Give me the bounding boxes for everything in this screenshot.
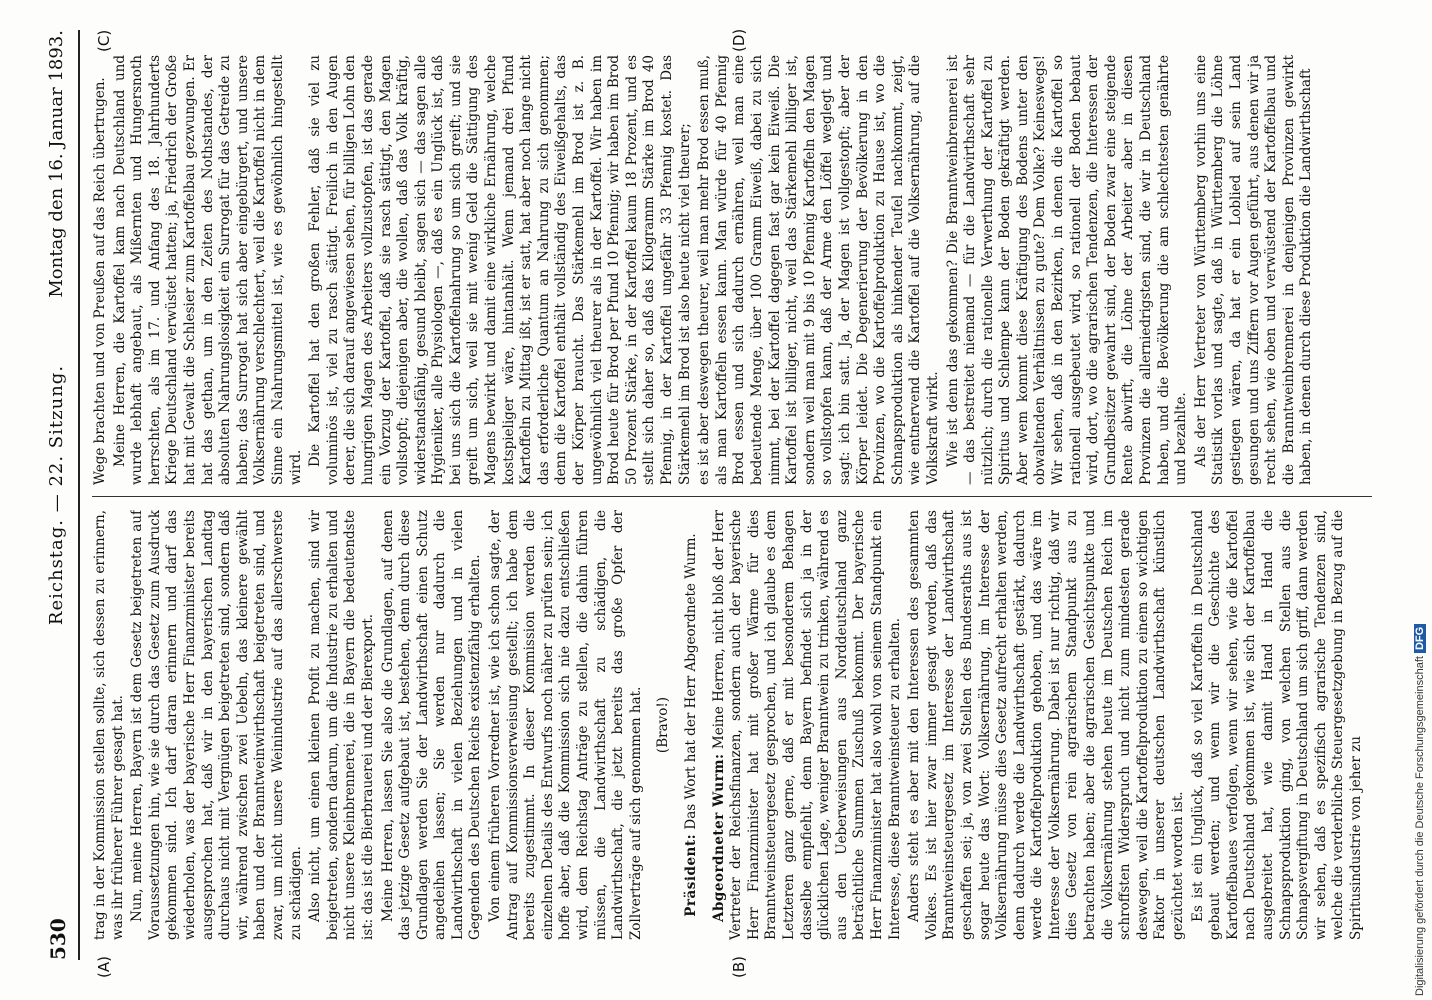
margin-marker-d: (D) [730,28,748,52]
paragraph: es ist aber deswegen theurer, weil man mehr Brod essen muß, als man Kartoffeln essen kann. Man würde für 40 Pfennig Brod essen und sich dadurch ernähren, weil man eine bedeutende Menge, über 100 Gramm Eiweiß, dabei zu sich nimmt, bei der Kartoffel dagegen fast gar kein Eiweiß. Die Kartoffel ist billiger, nicht, weil das Stärkemehl billiger ist, sondern weil man mit 9 bis 10 Pfennig Kartoffeln den Magen so vollstopfen kann, daß der Arme den Löffel weglegt und sagt: ich bin satt. Ja, der Magen ist vollgestopft; aber der Körper leidet. Die Degenerierung der Bevölkerung in den Provinzen, wo die Kartoffelproduktion zu Hause ist, wo die Schnapsproduktion als hinkender Teufel nachkommt, zeigt, wie entnervend die Kartoffel auf die Volksernährung, auf die Volkskraft wirkt. [696,55,941,485]
paragraph: Als der Herr Vertreter von Württemberg vorhin uns eine Statistik vorlas und sagte, daß in Württemberg die Löhne gestiegen wären, da hat er ein Loblied auf sein Land gesungen und uns Ziffern vor Augen geführt, aus denen wir ja recht sehen, wie oben und verwüstend der Kartoffelbau und die Branntweinbrennerei in denjenigen Provinzen gewirkt haben, in denen durch diese Produktion die Landwirthschaft [1192,55,1315,485]
paragraph: Anders steht es aber mit den Interessen des gesammten Volkes. Es ist hier zwar immer gesagt worden, daß das Branntweinsteuergesetz im Interesse der Landwirthschaft geschaffen sei; ja, von zwei Stellen des Bundesraths aus ist sogar heute das Wort: Volksernährung, im Interesse der Volksernährung müsse dies Gesetz aufrecht erhalten werden, denn dadurch werde die Landwirthschaft gestärkt, dadurch werde die Kartoffelproduktion gehoben, und das wäre im Interesse der Volksernährung. Dabei ist nur richtig, daß wir dies Gesetz von rein agrarischem Standpunkt aus zu betrachten haben; aber die agrarischen Gesichtspunkte und die Volksernährung stehen heute im Deutschen Reich im schroffsten Widerspruch und nicht zum mindesten gerade deswegen, weil die Kartoffelproduktion zu einem so wichtigen Faktor in unserer deutschen Landwirthschaft künstlich gezüchtet worden ist. [906,510,1187,940]
credit-text: Digitalisierung gefördert durch die Deutsche Forschungsgemeinschaft [1414,656,1426,996]
digitization-credit [1414,624,1426,996]
paragraph: Es ist ein Unglück, daß so viel Kartoffeln in Deutschland gebaut werden; und wenn wir die Geschichte des Kartoffelbaues verfolgen, wenn wir sehen, wie die Kartoffel nach Deutschland gekommen ist, wie sich der Kartoffelbau ausgebreitet hat, wie damit Hand in Hand die Schnapsproduktion ging, von welchen Stellen aus die Schnapsvergiftung in Deutschland um sich griff, dann werden wir sehen, daß es spezifisch agrarische Tendenzen sind, welche die verderbliche Steuergesetzgebung in Bezug auf die Spiritusindustrie von jeher zu [1189,510,1364,940]
dfg-logo: DFG [1414,624,1426,653]
paragraph [711,510,905,940]
right-column [92,55,1372,485]
paragraph: Von einem früheren Vorredner ist, wie ich schon sagte, der Antrag auf Kommissionsverweisung gestellt; ich habe dem bereits zugestimmt. In dieser Kommission werden die einzelnen Details des Entwurfs noch näher zu prüfen sein; ich hoffe aber, daß die Kommission sich nie dazu entschließen wird, dem Reichstag Anträge zu stellen, die dahin führen müssen, die Landwirthschaft zu schädigen, die Landwirthschaft, die jetzt bereits das große Opfer der Zollverträge auf sich genommen hat. [487,510,644,940]
page-number: 530 [46,918,70,960]
applause-note: (Bravo!) [655,696,672,754]
speaker-label: Präsident: [683,833,699,917]
margin-marker-b: (B) [730,956,748,978]
margin-marker-c: (C) [95,29,113,52]
column-divider [92,496,1372,497]
margin-marker-a: (A) [95,956,113,978]
page-header [38,30,80,960]
speech-text: Meine Herren, nicht bloß der Herr Vertreter der Reichsfinanzen, sondern auch der bayerische Herr Finanzminister hat mit großer Wärme für dies Branntweinsteuergesetz gesprochen, und ich glaube es dem Letzteren ganz gerne, daß er mit besonderem Behagen dasselbe empfiehlt, denn Bayern befindet sich ja in der glücklichen Lage, weniger Branntwein zu trinken, während es aus den Ueberweisungen aus Norddeutschland ganz beträchtliche Summen Zuschuß bekommt. Der bayerische Herr Finanzminister hat also wohl von seinem Standpunkt ein Interesse, diese Branntweinsteuer zu erhalten. [710,510,903,940]
running-title: Reichstag. — 22. Sitzung. [46,364,67,626]
paragraph: Meine Herren, die Kartoffel kam nach Deutschland und wurde lebhaft angebaut, als Mißernten und Hungersnoth herrschten, als im 17. und Anfang des 18. Jahrhunderts Kriege Deutschland verwüstet hatten; ja, Friedrich der Große hat mit Gewalt die Schlesier zum Kartoffelbau gezwungen. Er hat das gethan, um in den Zeiten des Nothstandes, der absoluten Nahrungslosigkeit ein Surrogat für das Getreide zu haben; das Surrogat hat sich aber eingebürgert, und unsere Volksernährung verschlechtert, weil die Kartoffel nicht in dem Sinne ein Nahrungsmittel ist, wie es gewöhnlich hingestellt wird. [111,55,304,485]
paragraph: Nun, meine Herren, Bayern ist dem Gesetz beigetreten auf Voraussetzungen hin, wie sie durch das Gesetz zum Ausdruck gekommen sind. Ich darf daran erinnern und darf das wiederholen, was der bayerische Herr Finanzminister bereits ausgesprochen hat, daß wir in den bayerischen Landtag durchaus nicht mit Vergnügen beigetreten sind, sondern daß wir, während zwischen zwei Uebeln, das kleinere gewählt haben und der Branntweinwirthschaft beigetreten sind, und zwar, um nicht unsere Weinindustrie auf das allerschwerste zu schädigen. [129,510,304,940]
paragraph: Wege brachten und von Preußen auf das Reich übertrugen. [92,77,108,485]
speaker-label: Abgeordneter Wurm: [710,753,727,922]
president-text: Das Wort hat der Herr Abgeordnete Wurm. [683,533,699,830]
paragraph: trag in der Kommission stellen sollte, sich dessen zu erinnern, was ihr früherer Führer gesagt hat. [92,510,126,940]
paragraph: Die Kartoffel hat den großen Fehler, daß sie viel zu voluminös ist, viel zu rasch sättigt. Freilich in den Augen derer, die sich darauf angewiesen sehen, für billigen Lohn den hungrigen Magen des Arbeiters vollzustopfen, ist das gerade ein Vorzug der Kartoffel, daß sie rasch sättigt, den Magen vollstopft; diejenigen aber, die wollen, daß das Volk kräftig, widerstandsfähig, gesund bleibt, sagen sich — das sagen alle Hygieniker, alle Physiologen —, daß es ein Unglück ist, daß bei uns sich die Kartoffelnahrung so um sich greift; und sie greift um sich, weil sie mit wenig Geld die Sättigung des Magens bewirkt und damit eine wirkliche Ernährung, welche kostspieliger wäre, hintanhält. Wenn jemand drei Pfund Kartoffeln zu Mittag ißt, ist er satt, hat aber noch lange nicht das erforderliche Quantum an Nahrung zu sich genommen; denn die Kartoffel enthält vollständig des Eiweißgehalts, das der Körper braucht. Das Stärkemehl im Brod ist z. B. ungewöhnlich viel theurer als in der Kartoffel. Wir haben im Brod heute für Brod per Pfund 10 Pfennig; wir haben im Brod 50 Prozent Stärke, in der Kartoffel kaum 18 Prozent, und es stellt sich daher so, daß das Kilogramm Stärke im Brod 40 Pfennig, in der Kartoffel ungefähr 33 Pfennig kostet. Das Stärkemehl im Brod ist also heute nicht viel theurer; [307,55,693,485]
president-line [683,510,701,940]
paragraph: Also nicht, um einen kleinen Profit zu machen, sind wir beigetreten, sondern darum, um die Industrie zu erhalten und nicht unsere Kleinbrennerei, die in Bayern die bedeutendste ist: das ist die Bierbrauerei und der Bierexport. [307,510,376,940]
paragraph: Meine Herren, lassen Sie also die Grundlagen, auf denen das jetzige Gesetz aufgebaut ist, bestehen, denn durch diese Grundlagen werden Sie der Landwirthschaft einen Schutz angedeihen lassen; Sie werden nur dadurch die Landwirthschaft in vielen Beziehungen und in vielen Gegenden des Deutschen Reichs existenzfähig erhalten. [379,510,484,940]
paragraph: Wie ist denn das gekommen? Die Branntweinbrennerei ist — das bestreitet niemand — für die Landwirthschaft sehr nützlich; durch die rationelle Verwerthung der Kartoffel zu Spiritus und Schlempe kann der Boden gekräftigt werden. Aber wem kommt diese Kräftigung des Bodens unter den obwaltenden Verhältnissen zu gute? Dem Volke? Keineswegs! Wir sehen, daß in den Bezirken, in denen die Kartoffel so rationell ausgebeutet wird, so rationell der Boden bebaut wird, dort, wo die agrarischen Tendenzen, die Interessen der Grundbesitzer gewahrt sind, der Boden zwar eine steigende Rente abwirft, die Löhne der Arbeiter aber in diesen Provinzen die allerniedrigsten sind, die wir in Deutschland haben, und die Bevölkerung die am schlechtesten genährte und bezahlte. [944,55,1190,485]
issue-date: Montag den 16. Januar 1893. [46,30,67,298]
left-column [92,510,1372,940]
